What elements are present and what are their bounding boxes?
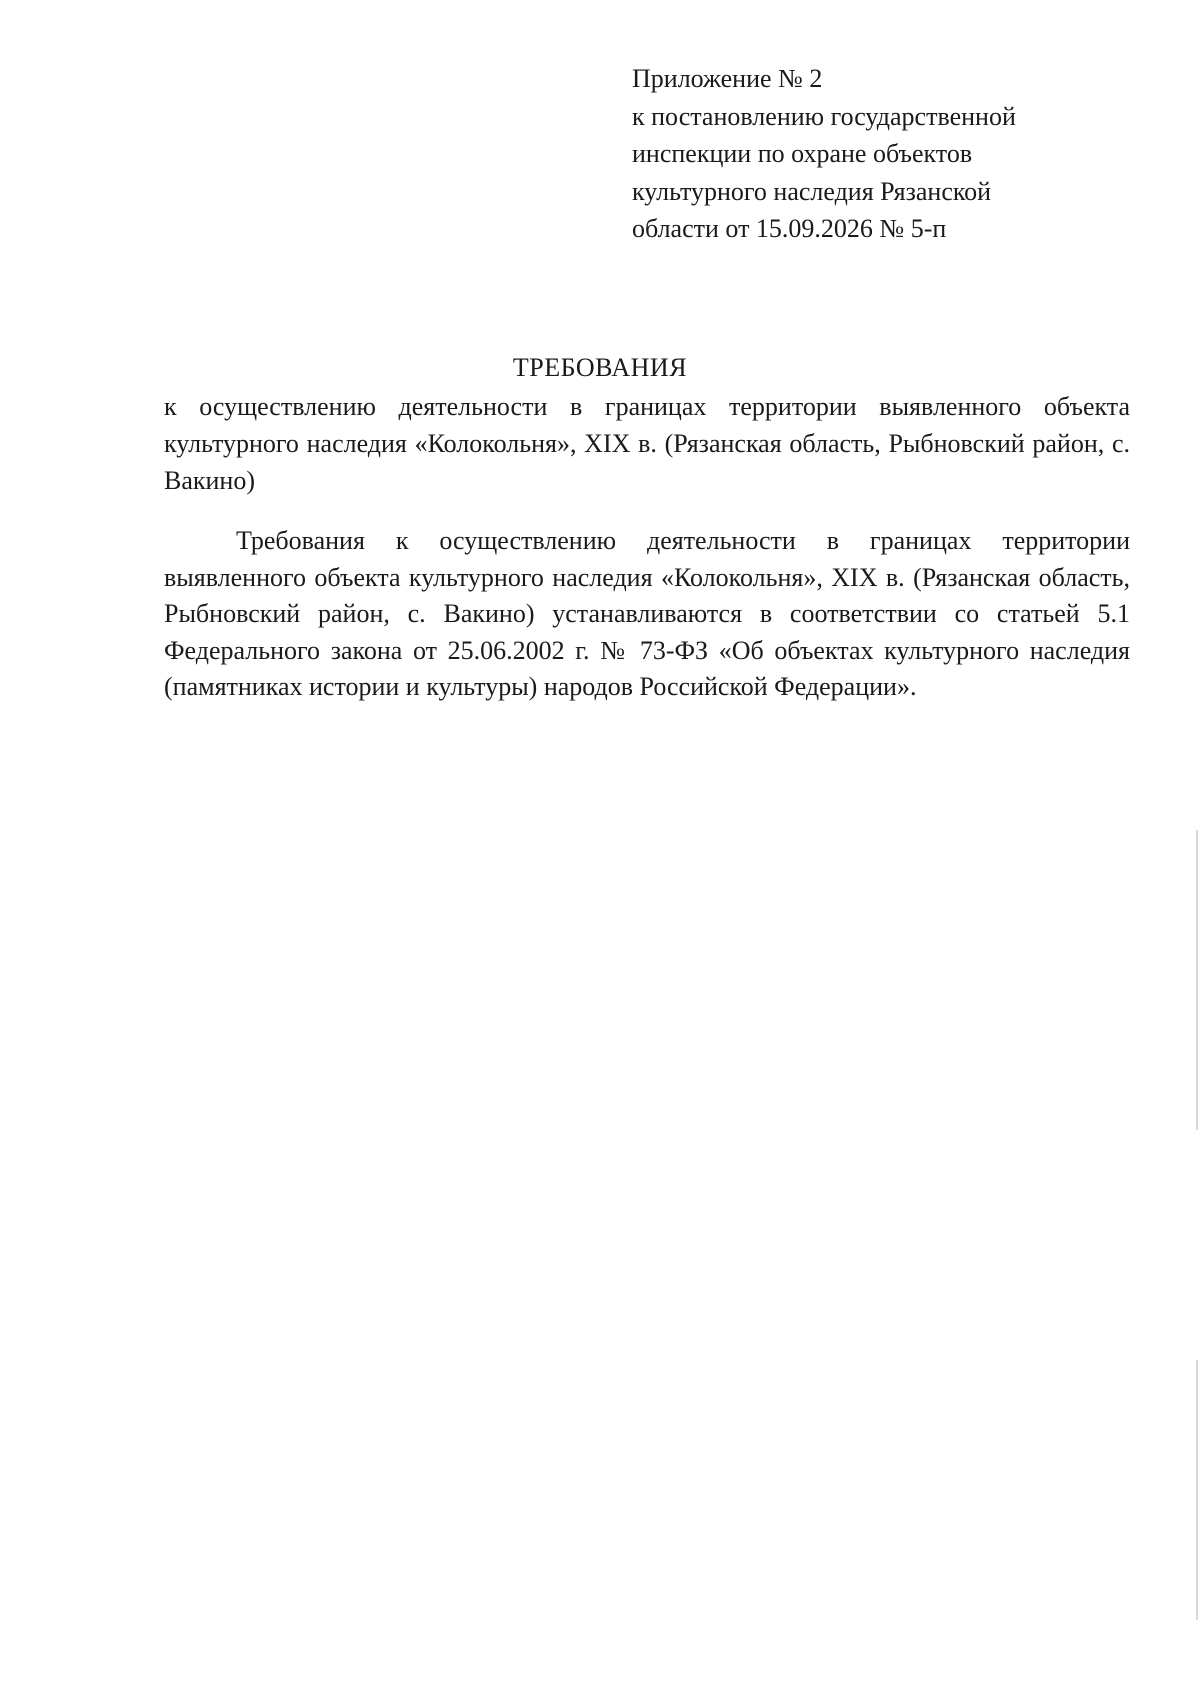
scan-edge-mark xyxy=(1196,830,1198,1130)
document-title: ТРЕБОВАНИЯ xyxy=(512,353,688,382)
document-subtitle: к осуществлению деятельности в границах территории выявленного объекта культурного наследия «Колокольня», XIX в. (Рязанская область, Рыбновский район, с. Вакино) xyxy=(164,392,1130,495)
appendix-line-heritage: культурного наследия Рязанской xyxy=(632,176,992,206)
scan-edge-mark xyxy=(1196,1360,1198,1620)
appendix-block xyxy=(632,60,1092,248)
appendix-line-date: области от 15.09.2026 № 5-п xyxy=(632,214,947,243)
appendix-line-resolution: к постановлению государственной xyxy=(632,101,1016,131)
appendix-line-number: Приложение № 2 xyxy=(632,64,823,93)
appendix-line-inspection: инспекции по охране объектов xyxy=(632,139,973,168)
document-paragraph: Требования к осуществлению деятельности в границах территории выявленного объекта культурного наследия «Колокольня», XIX в. (Рязанская область, Рыбновский район, с. Вакино) устанавливаются в соответствии со статьей 5.1 Федерального закона от 25.06.2002 г. № 73-ФЗ «Об объектах культурного наследия (памятниках истории и культуры) народов Российской Федерации». xyxy=(164,526,1130,701)
